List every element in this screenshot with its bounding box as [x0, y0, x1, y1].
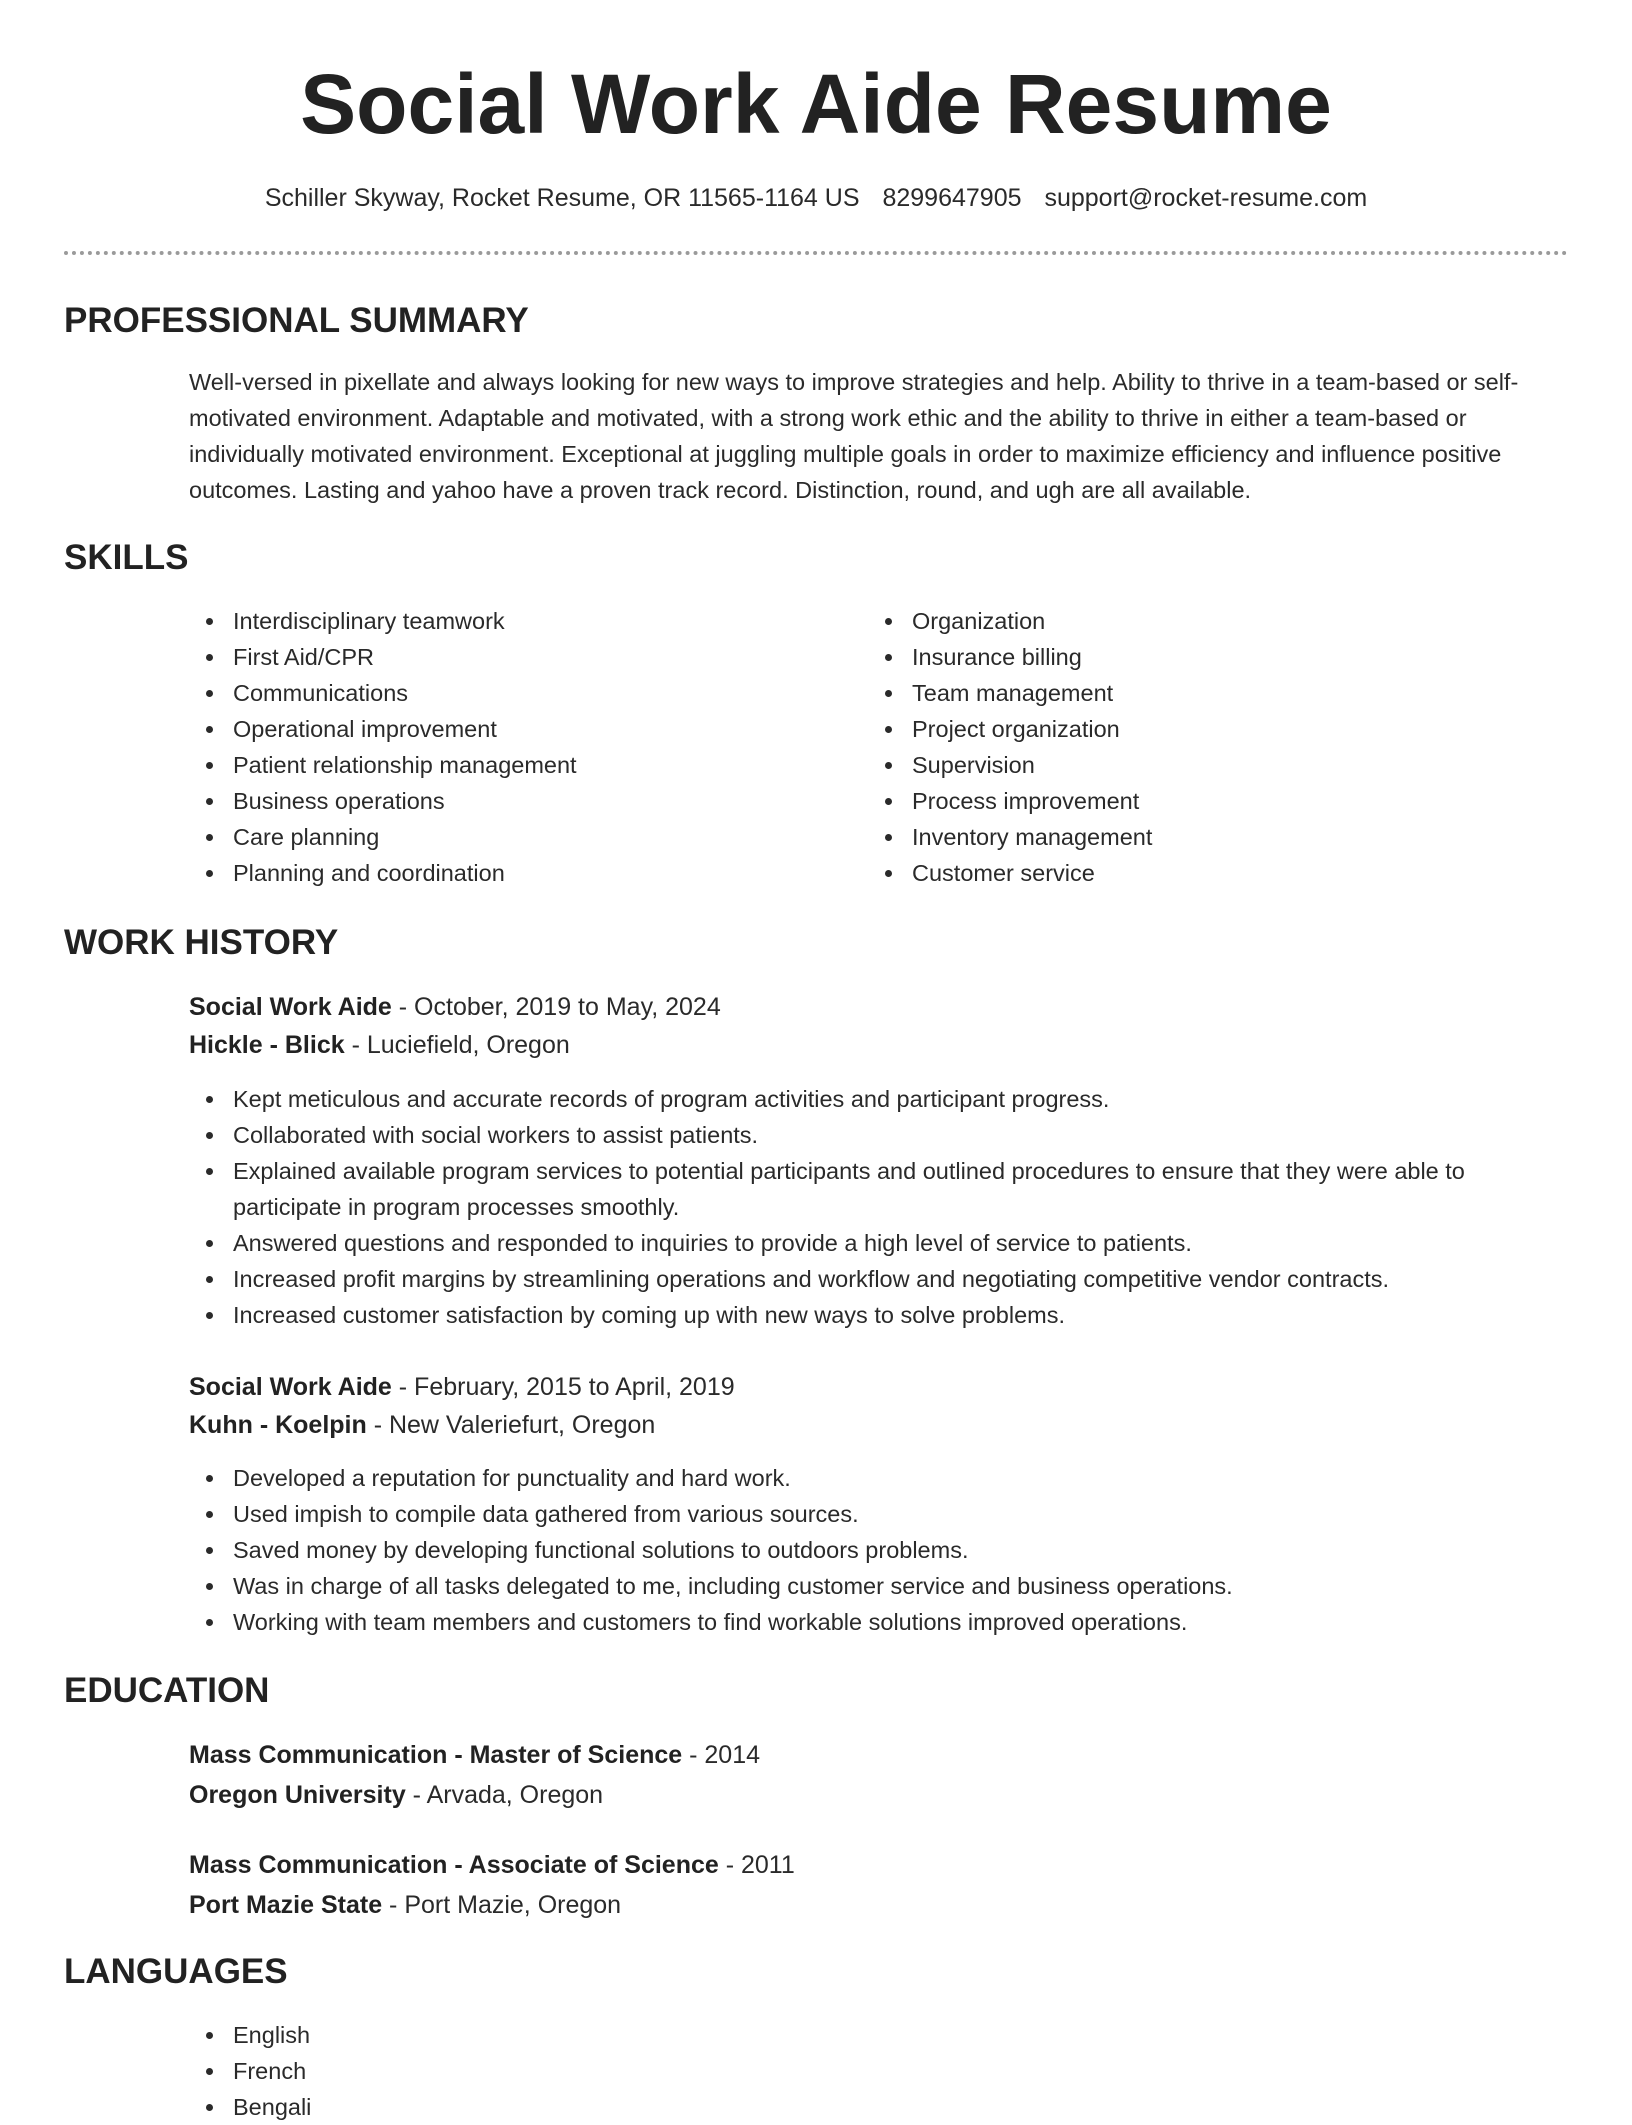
- job-role: Social Work Aide: [189, 1373, 392, 1401]
- language-item: English: [189, 2017, 829, 2053]
- contact-line: [0, 180, 1632, 216]
- job-duty: Kept meticulous and accurate records of program activities and participant progress.: [189, 1081, 1579, 1117]
- job-dates: - February, 2015 to April, 2019: [391, 1373, 735, 1401]
- skills-heading: SKILLS: [64, 538, 189, 577]
- job-duties-list: [189, 1460, 1579, 1640]
- education-heading: EDUCATION: [64, 1671, 270, 1710]
- job-role: Social Work Aide: [189, 993, 392, 1021]
- skill-item: Communications: [189, 675, 829, 711]
- skill-item: Organization: [868, 603, 1508, 639]
- work-history-heading: WORK HISTORY: [64, 923, 339, 962]
- job-title-line: [189, 988, 721, 1026]
- education-school: Port Mazie State: [189, 1891, 383, 1919]
- job-duty: Collaborated with social workers to assist patients.: [189, 1117, 1579, 1153]
- job-duties-list: [189, 1081, 1579, 1333]
- job-employer-line: [189, 1026, 570, 1064]
- education-school-line: [189, 1776, 603, 1814]
- job-duty: Explained available program services to potential participants and outlined procedures to ensure that they were able to participate in program processes smoothly.: [189, 1153, 1579, 1225]
- job-duty: Increased customer satisfaction by coming up with new ways to solve problems.: [189, 1297, 1579, 1333]
- skill-item: Process improvement: [868, 783, 1508, 819]
- language-item: Bengali: [189, 2089, 829, 2125]
- education-location: - Arvada, Oregon: [405, 1781, 604, 1809]
- job-duty: Answered questions and responded to inquiries to provide a high level of service to patients.: [189, 1225, 1579, 1261]
- header-divider: [64, 251, 1568, 255]
- education-degree: Mass Communication - Associate of Science: [189, 1851, 719, 1879]
- job-employer-line: [189, 1406, 655, 1444]
- skill-item: First Aid/CPR: [189, 639, 829, 675]
- skill-item: Inventory management: [868, 819, 1508, 855]
- skill-item: Business operations: [189, 783, 829, 819]
- education-year: - 2011: [718, 1851, 795, 1879]
- job-company: Hickle - Blick: [189, 1031, 345, 1059]
- skills-list-left: [189, 603, 829, 891]
- job-duty: Was in charge of all tasks delegated to me, including customer service and business operations.: [189, 1568, 1579, 1604]
- job-duty: Saved money by developing functional solutions to outdoors problems.: [189, 1532, 1579, 1568]
- education-school-line: [189, 1886, 621, 1924]
- skill-item: Interdisciplinary teamwork: [189, 603, 829, 639]
- education-school: Oregon University: [189, 1781, 406, 1809]
- education-year: - 2014: [682, 1741, 761, 1769]
- language-item: French: [189, 2053, 829, 2089]
- skill-item: Insurance billing: [868, 639, 1508, 675]
- languages-heading: LANGUAGES: [64, 1952, 288, 1991]
- skill-item: Supervision: [868, 747, 1508, 783]
- job-title-line: [189, 1368, 735, 1406]
- job-location: - Luciefield, Oregon: [344, 1031, 570, 1059]
- job-duty: Working with team members and customers to find workable solutions improved operations.: [189, 1604, 1579, 1640]
- skill-item: Patient relationship management: [189, 747, 829, 783]
- skill-item: Care planning: [189, 819, 829, 855]
- job-duty: Increased profit margins by streamlining operations and workflow and negotiating competitive vendor contracts.: [189, 1261, 1579, 1297]
- job-dates: - October, 2019 to May, 2024: [391, 993, 721, 1021]
- skill-item: Planning and coordination: [189, 855, 829, 891]
- resume-title: Social Work Aide Resume: [300, 57, 1332, 151]
- job-duty: Used impish to compile data gathered from various sources.: [189, 1496, 1579, 1532]
- education-location: - Port Mazie, Oregon: [382, 1891, 622, 1919]
- contact-phone: 8299647905: [882, 184, 1022, 212]
- skill-item: Project organization: [868, 711, 1508, 747]
- job-location: - New Valeriefurt, Oregon: [366, 1411, 656, 1439]
- languages-list: [189, 2017, 829, 2125]
- summary-heading: PROFESSIONAL SUMMARY: [64, 301, 529, 340]
- job-company: Kuhn - Koelpin: [189, 1411, 367, 1439]
- skill-item: Operational improvement: [189, 711, 829, 747]
- skills-list-right: [868, 603, 1508, 891]
- skill-item: Team management: [868, 675, 1508, 711]
- job-duty: Developed a reputation for punctuality and hard work.: [189, 1460, 1579, 1496]
- summary-text: Well-versed in pixellate and always looking for new ways to improve strategies and help. Ability to thrive in a team-based or self-motivated environment. Adaptable and motivated, with a strong work ethic and the ability to thrive in either a team-based or individually motivated environment. Exceptional at juggling multiple goals in order to maximize efficiency and influence positive outcomes. Lasting and yahoo have a proven track record. Distinction, round, and ugh are all available.: [189, 369, 1519, 503]
- contact-email[interactable]: support@rocket-resume.com: [1044, 184, 1368, 212]
- skill-item: Customer service: [868, 855, 1508, 891]
- education-degree: Mass Communication - Master of Science: [189, 1741, 683, 1769]
- education-degree-line: [189, 1846, 795, 1884]
- contact-address: Schiller Skyway, Rocket Resume, OR 11565-1164 US: [264, 184, 860, 212]
- education-degree-line: [189, 1736, 760, 1774]
